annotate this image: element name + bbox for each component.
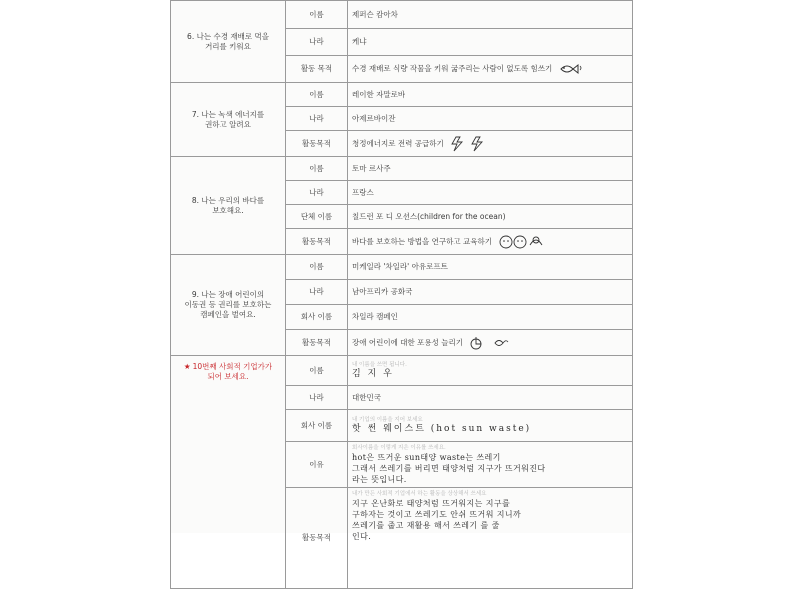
topic-10-label: 10번째 사회적 기업가가 되어 보세요.	[192, 362, 273, 381]
fish-doodle-icon	[559, 62, 585, 76]
row-label: 이름	[286, 255, 348, 280]
row-value: 아제르바이잔	[348, 107, 633, 131]
table-row	[171, 83, 633, 107]
row-value: 바다를 보호하는 방법을 연구하고 교육하기	[352, 236, 492, 246]
country-answer-cell[interactable]: 대한민국	[348, 386, 633, 410]
row-value: 프랑스	[348, 181, 633, 205]
handwritten-line: 라는 뜻입니다.	[352, 474, 407, 484]
row-label: 나라	[286, 29, 348, 56]
topic-10	[171, 356, 286, 589]
name-answer-cell[interactable]	[348, 356, 633, 386]
row-value: 레이한 자말로바	[348, 83, 633, 107]
row-value-with-doodle	[348, 131, 633, 157]
row-value-with-doodle	[348, 56, 633, 83]
topic-9: 9. 나는 장애 어린이의 이동권 등 권리를 보호하는 캠페인을 벌여요.	[171, 255, 286, 356]
row-value: 장애 어린이에 대한 포용성 늘리기	[352, 337, 463, 347]
row-label: 단체 이름	[286, 205, 348, 229]
company-answer-cell[interactable]	[348, 410, 633, 442]
row-value: 케냐	[348, 29, 633, 56]
row-label: 활동목적	[286, 229, 348, 255]
row-label: 활동목적	[286, 488, 348, 589]
row-label: 이름	[286, 157, 348, 181]
table-row	[171, 356, 633, 386]
purpose-answer-cell[interactable]	[348, 488, 633, 589]
row-label: 활동목적	[286, 330, 348, 356]
table-row	[171, 255, 633, 280]
row-value: 수경 재배로 식량 작물을 키워 굶주리는 사람이 없도록 힘쓰기	[352, 64, 553, 73]
row-value-with-doodle	[348, 330, 633, 356]
reason-answer-cell[interactable]	[348, 442, 633, 488]
row-label: 활동 목적	[286, 56, 348, 83]
row-label: 회사 이름	[286, 305, 348, 330]
handwritten-line: 인다.	[352, 532, 372, 541]
activity-table	[170, 0, 633, 589]
topic-8: 8. 나는 우리의 바다를 보호해요.	[171, 157, 286, 255]
row-label: 이유	[286, 442, 348, 488]
handwritten-line: 쓰레기를 줍고 재활용 해서 쓰레기 를 줄	[352, 521, 500, 530]
handwritten-line: 지구 온난화로 태양처럼 뜨거워지는 지구를	[352, 499, 511, 508]
handwritten-company-name: 핫 썬 웨이스트 (hot sun waste)	[352, 423, 532, 434]
guide-text: 내 기업의 이름을 지어 보세요	[352, 416, 423, 423]
table-row	[171, 1, 633, 29]
handwritten-line: 구하자는 것이고 쓰레기도 안쉬 뜨거워 지니까	[352, 510, 522, 519]
table-row	[171, 157, 633, 181]
guide-text: 회사이름을 이렇게 지은 이유를 쓰세요.	[352, 444, 446, 451]
row-label: 이름	[286, 1, 348, 29]
row-label: 이름	[286, 356, 348, 386]
row-value: 차일라 캠페인	[348, 305, 633, 330]
row-value: 청정에너지로 전력 공급하기	[352, 138, 444, 148]
row-label: 나라	[286, 181, 348, 205]
topic-6: 6. 나는 수경 재배로 먹을 거리를 키워요	[171, 1, 286, 83]
handwritten-line: hot은 뜨거운 sun태양 waste는 쓰레기	[352, 452, 501, 462]
row-value-with-doodle	[348, 229, 633, 255]
row-label: 이름	[286, 83, 348, 107]
wheelchair-doodle-icon	[469, 336, 509, 350]
handwritten-line: 그래서 쓰레기를 버리면 태양처럼 지구가 뜨거워진다	[352, 463, 546, 473]
row-label: 나라	[286, 107, 348, 131]
row-label: 나라	[286, 386, 348, 410]
row-label: 나라	[286, 280, 348, 305]
guide-text: 내가 만든 사회적 기업에서 하는 활동을 상상해서 쓰세요	[352, 491, 487, 497]
row-value: 제퍼슨 캄아차	[348, 1, 633, 29]
ocean-friends-doodle-icon	[498, 233, 546, 251]
row-value: 칠드런 포 디 오션스(children for the ocean)	[348, 205, 633, 229]
row-value: 미케일라 '차일라' 아유로프트	[348, 255, 633, 280]
guide-text: 내 이름을 쓰면 됩니다.	[352, 361, 407, 368]
row-label: 회사 이름	[286, 410, 348, 442]
row-label: 활동목적	[286, 131, 348, 157]
lightning-doodle-icon	[450, 136, 490, 152]
row-value: 토마 르사주	[348, 157, 633, 181]
row-value: 남아프리카 공화국	[348, 280, 633, 305]
handwritten-name: 김 지 우	[352, 368, 394, 379]
star-icon: ★	[183, 362, 191, 371]
topic-7: 7. 나는 녹색 에너지를 권하고 알려요	[171, 83, 286, 157]
